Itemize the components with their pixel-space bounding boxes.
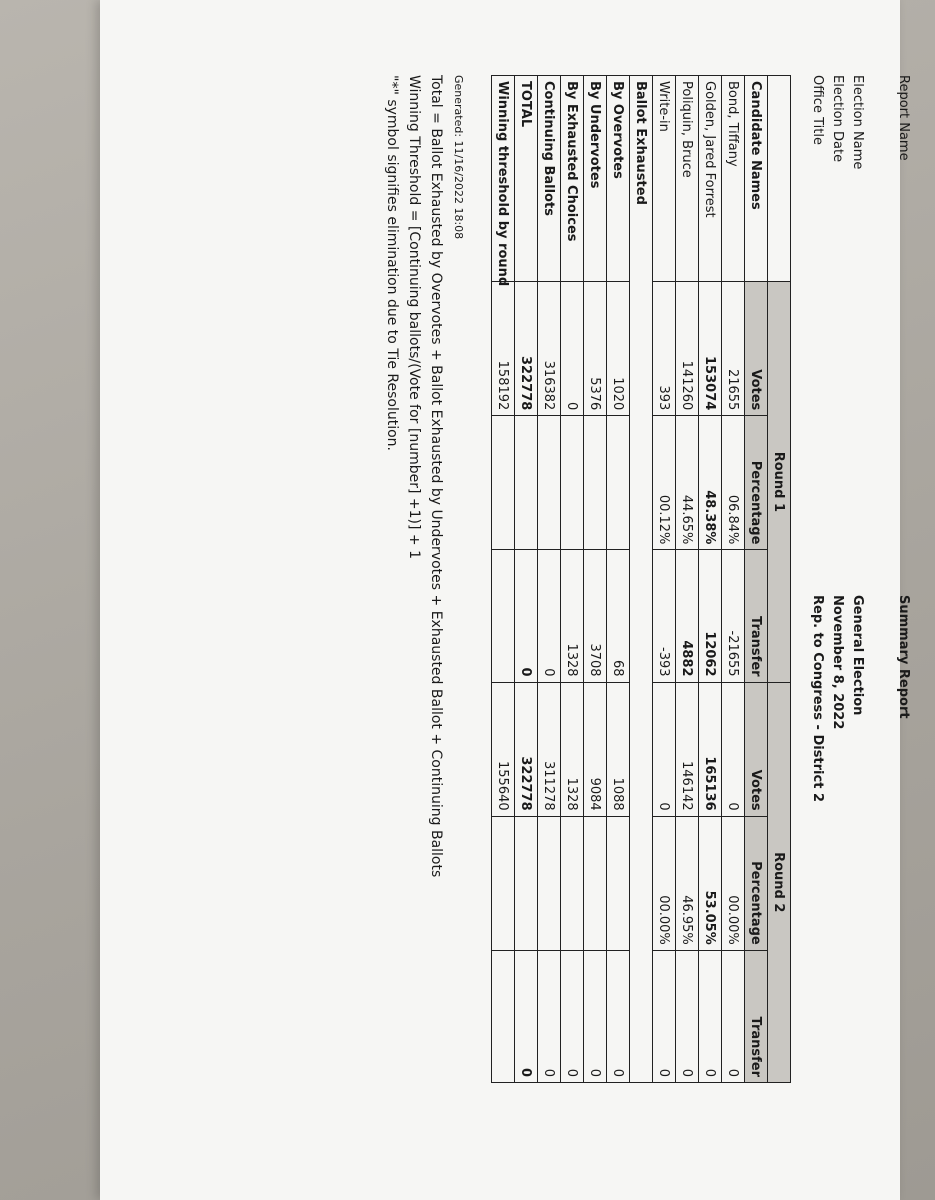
candidate-name: Write-in — [653, 76, 676, 282]
report-name-value: Summary Report — [896, 595, 911, 719]
header-r1-votes: Votes — [745, 282, 768, 416]
report-metadata — [805, 75, 911, 875]
header-r1-transfer: Transfer — [745, 550, 768, 682]
r1-percentage: 06.84% — [722, 416, 745, 550]
table-row — [722, 76, 745, 1083]
r2-votes: 311278 — [538, 682, 561, 816]
r1-votes: 5376 — [584, 282, 607, 416]
election-name-value: General Election — [850, 595, 865, 716]
r2-votes: 0 — [722, 682, 745, 816]
header-r2-percentage: Percentage — [745, 816, 768, 950]
exhausted-label: By Exhausted Choices — [561, 76, 584, 282]
r2-percentage: 00.00% — [653, 816, 676, 950]
r1-votes: 0 — [561, 282, 584, 416]
r2-votes: 322778 — [515, 682, 538, 816]
r1-votes: 21655 — [722, 282, 745, 416]
table-row — [584, 76, 607, 1083]
r1-transfer: -393 — [653, 550, 676, 682]
election-name-label: Election Name — [850, 75, 865, 170]
table-row — [699, 76, 722, 1083]
generated-timestamp: Generated: 11/16/2022 18:08 — [452, 75, 465, 240]
r2-transfer: 0 — [653, 950, 676, 1082]
r2-votes: 146142 — [676, 682, 699, 816]
r1-votes: 1020 — [607, 282, 630, 416]
r1-percentage: 44.65% — [676, 416, 699, 550]
table-row — [561, 76, 584, 1083]
r2-votes: 9084 — [584, 682, 607, 816]
r2-percentage: 00.00% — [722, 816, 745, 950]
r1-transfer: 12062 — [699, 550, 722, 682]
round-header-row — [768, 76, 791, 1083]
r1-votes: 153074 — [699, 282, 722, 416]
header-r2-transfer: Transfer — [745, 950, 768, 1082]
r1-transfer: 0 — [538, 550, 561, 682]
r1-percentage: 48.38% — [699, 416, 722, 550]
r1-votes: 316382 — [538, 282, 561, 416]
r1-votes: 322778 — [515, 282, 538, 416]
office-title-value: Rep. to Congress - District 2 — [810, 595, 825, 803]
total-row — [515, 76, 538, 1083]
r2-transfer: 0 — [607, 950, 630, 1082]
round-1-header: Round 1 — [768, 282, 791, 682]
r2-percentage: 53.05% — [699, 816, 722, 950]
winning-threshold-label: Winning threshold by round — [492, 76, 515, 282]
r1-votes: 158192 — [492, 282, 515, 416]
r1-transfer: 0 — [515, 550, 538, 682]
tie-resolution-note: "*" symbol signifies elimination due to Tie Resolution. — [384, 75, 400, 451]
continuing-ballots-row — [538, 76, 561, 1083]
r1-transfer: 1328 — [561, 550, 584, 682]
report-name-label: Report Name — [896, 75, 911, 161]
r2-percentage: 46.95% — [676, 816, 699, 950]
summary-report-page — [165, 35, 935, 1165]
r1-percentage: 00.12% — [653, 416, 676, 550]
office-title-label: Office Title — [810, 75, 825, 145]
r2-votes: 0 — [653, 682, 676, 816]
r2-transfer: 0 — [538, 950, 561, 1082]
total-formula-note: Total = Ballot Exhausted by Overvotes + Ballot Exhausted by Undervotes + Exhausted Ballot + Continuing Ballots — [428, 75, 444, 878]
results-table — [491, 75, 791, 1083]
r2-transfer: 0 — [699, 950, 722, 1082]
r1-votes: 141260 — [676, 282, 699, 416]
candidate-name: Golden, Jared Forrest — [699, 76, 722, 282]
round-2-header: Round 2 — [768, 682, 791, 1082]
r2-votes: 1088 — [607, 682, 630, 816]
header-candidate-names: Candidate Names — [745, 76, 768, 282]
r2-votes: 1328 — [561, 682, 584, 816]
winning-threshold-row — [492, 76, 515, 1083]
r2-transfer: 0 — [676, 950, 699, 1082]
r2-votes: 165136 — [699, 682, 722, 816]
exhausted-label: By Overvotes — [607, 76, 630, 282]
table-row — [607, 76, 630, 1083]
ballot-exhausted-section-row — [630, 76, 653, 1083]
total-label: TOTAL — [515, 76, 538, 282]
candidate-name: Bond, Tiffany — [722, 76, 745, 282]
r2-votes: 155640 — [492, 682, 515, 816]
continuing-ballots-label: Continuing Ballots — [538, 76, 561, 282]
table-row — [676, 76, 699, 1083]
paper-sheet — [100, 0, 911, 1200]
election-date-label: Election Date — [830, 75, 845, 163]
r2-transfer: 0 — [584, 950, 607, 1082]
header-r2-votes: Votes — [745, 682, 768, 816]
r2-transfer: 0 — [515, 950, 538, 1082]
table-row — [653, 76, 676, 1083]
threshold-formula-note: Winning Threshold = [Continuing ballots/(Vote for [number] +1)] + 1 — [406, 75, 422, 559]
r1-votes: 393 — [653, 282, 676, 416]
column-header-row — [745, 76, 768, 1083]
r1-transfer: 3708 — [584, 550, 607, 682]
header-r1-percentage: Percentage — [745, 416, 768, 550]
r2-transfer: 0 — [561, 950, 584, 1082]
election-date-value: November 8, 2022 — [830, 595, 845, 730]
ballot-exhausted-label: Ballot Exhausted — [630, 76, 653, 1083]
r1-transfer: 68 — [607, 550, 630, 682]
r1-transfer: -21655 — [722, 550, 745, 682]
report-footer — [378, 75, 465, 1075]
r2-transfer: 0 — [722, 950, 745, 1082]
r1-transfer: 4882 — [676, 550, 699, 682]
candidate-name: Poliquin, Bruce — [676, 76, 699, 282]
exhausted-label: By Undervotes — [584, 76, 607, 282]
